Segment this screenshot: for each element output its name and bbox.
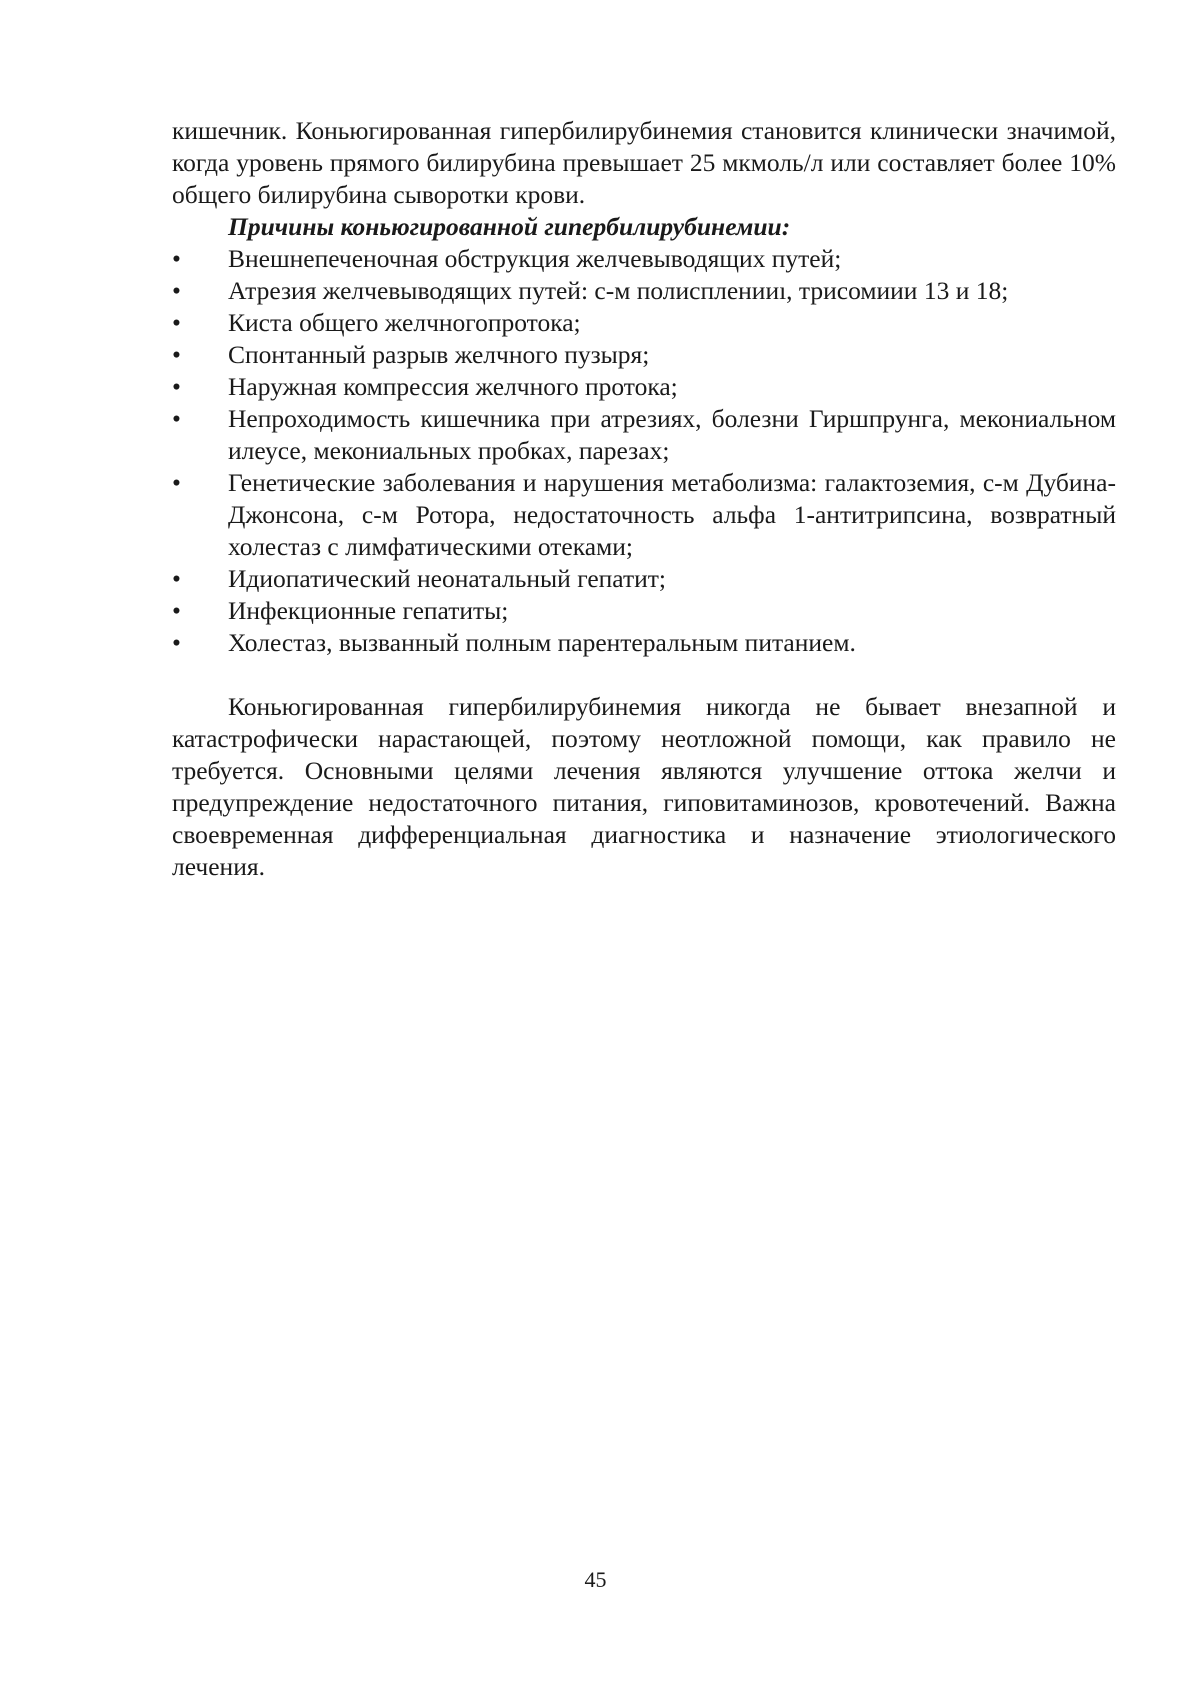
bullet-icon: •: [172, 596, 181, 625]
page-body: [172, 115, 1116, 883]
list-item: [172, 275, 1116, 307]
list-item-text: Киста общего желчногопротока;: [228, 308, 581, 337]
list-item-text: Непроходимость кишечника при атрезиях, болезни Гиршпрунга, мекониальном илеусе, мекониальных пробках, парезах;: [228, 404, 1116, 465]
list-item: [172, 595, 1116, 627]
bullet-icon: •: [172, 628, 181, 657]
bullet-icon: •: [172, 468, 181, 497]
list-item: [172, 243, 1116, 275]
list-item-text: Холестаз, вызванный полным парентеральным питанием.: [228, 628, 856, 657]
conclusion-paragraph: Коньюгированная гипербилирубинемия никогда не бывает внезапной и катастрофически нарастающей, поэтому неотложной помощи, как правило не требуется. Основными целями лечения являются улучшение оттока желчи и предупреждение недостаточного питания, гиповитаминозов, кровотечений. Важна своевременная дифференциальная диагностика и назначение этиологического лечения.: [172, 692, 1116, 881]
list-item: [172, 371, 1116, 403]
bullet-icon: •: [172, 372, 181, 401]
list-item: [172, 563, 1116, 595]
list-item-text: Наружная компрессия желчного протока;: [228, 372, 678, 401]
page-number: 45: [584, 1567, 607, 1592]
list-item-text: Атрезия желчевыводящих путей: с-м полиспленииı, трисомиии 13 и 18;: [228, 276, 1009, 305]
bullet-icon: •: [172, 244, 181, 273]
list-item: [172, 467, 1116, 563]
bullet-icon: •: [172, 308, 181, 337]
bullet-icon: •: [172, 404, 181, 433]
paragraph-spacer: [172, 659, 1116, 691]
list-item: [172, 403, 1116, 467]
bullet-icon: •: [172, 564, 181, 593]
list-item-text: Внешнепеченочная обструкция желчевыводящих путей;: [228, 244, 842, 273]
list-item-text: Спонтанный разрыв желчного пузыря;: [228, 340, 650, 369]
list-item: [172, 339, 1116, 371]
causes-list: [172, 243, 1116, 659]
bullet-icon: •: [172, 340, 181, 369]
causes-heading: Причины коньюгированной гипербилирубинемии:: [228, 212, 791, 241]
list-item-text: Инфекционные гепатиты;: [228, 596, 509, 625]
list-item-text: Генетические заболевания и нарушения метаболизма: галактоземия, с-м Дубина-Джонсона, с-м Ротора, недостаточность альфа 1-антитрипсина, возвратный холестаз с лимфатическими отеками;: [228, 468, 1116, 561]
list-item-text: Идиопатический неонатальный гепатит;: [228, 564, 666, 593]
list-item: [172, 627, 1116, 659]
bullet-icon: •: [172, 276, 181, 305]
list-item: [172, 307, 1116, 339]
intro-paragraph: кишечник. Коньюгированная гипербилирубинемия становится клинически значимой, когда уровень прямого билирубина превышает 25 мкмоль/л или составляет более 10% общего билирубина сыворотки крови.: [172, 116, 1116, 209]
